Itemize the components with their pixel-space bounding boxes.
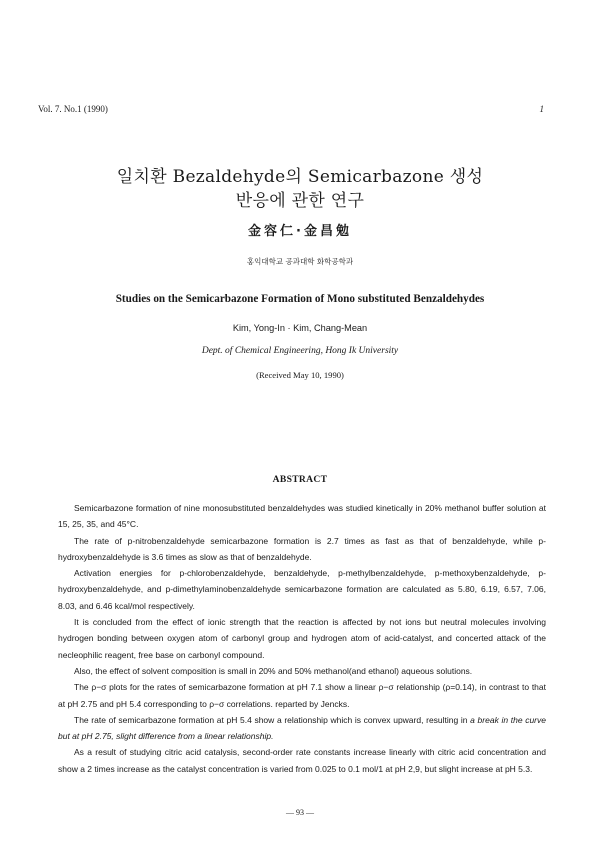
english-affiliation: Dept. of Chemical Engineering, Hong Ik University xyxy=(201,346,399,356)
abstract-paragraph-6: The ρ−σ plots for the rates of semicarbazone formation at pH 7.1 show a linear ρ−σ relationship (ρ=0.14), in contrast to that at pH 2.75 and pH 5.4 corresponding to ρ−σ correlations. reparted by Jencks. xyxy=(58,682,546,709)
abstract-paragraph-7-italic: a break in the curve but at pH 2.75, slight difference from a linear relationship. xyxy=(58,714,546,742)
abstract-paragraph-5: Also, the effect of solvent composition is small in 20% and 50% methanol(and ethanol) aqueous solutions. xyxy=(74,665,473,676)
abstract-paragraph-3: Activation energies for p-chlorobenzaldehyde, benzaldehyde, p-methylbenzaldehyde, p-methoxybenzaldehyde, p-hydroxybenzaldehyde, and p-dimethylaminobenzaldehyde semicarbazone formation are calculated as 5.80, 6.19, 6.57, 7.06, 8.03, and 6.46 kcal/mol respectively. xyxy=(58,568,546,611)
abstract-paragraph-8: As a result of studying citric acid catalysis, second-order rate constants increase linearly with citric acid concentration and show a 2 times increase as the catalyst concentration is varied from 0.025 to 0.1 mol/1 at pH 2,9, but slight increase at pH 5.3. xyxy=(58,747,546,774)
korean-title-line-2: 반응에 관한 연구 xyxy=(235,191,365,211)
english-authors: Kim, Yong-In · Kim, Chang-Mean xyxy=(232,323,368,333)
english-title: Studies on the Semicarbazone Formation of Mono substituted Benzaldehydes xyxy=(115,293,485,305)
volume-info: Vol. 7. No.1 (1990) xyxy=(38,104,108,114)
korean-authors: 金容仁·金昌勉 xyxy=(248,224,352,239)
page-number: 1 xyxy=(539,104,544,114)
korean-affiliation: 홍익대학교 공과대학 화학공학과 xyxy=(246,257,354,266)
korean-title-line-1: 일치환 Bezaldehyde의 Semicarbazone 생성 xyxy=(116,167,484,187)
abstract-paragraph-1: Semicarbazone formation of nine monosubstituted benzaldehydes was studied kinetically in 20% methanol buffer solution at 15, 25, 35, and 45°C. xyxy=(58,503,546,530)
received-date: (Received May 10, 1990) xyxy=(256,370,344,380)
abstract-paragraph-7 xyxy=(58,712,546,745)
abstract-body xyxy=(58,500,546,777)
abstract-paragraph-4: It is concluded from the effect of ionic strength that the reaction is affected by not ions but neutral molecules involving hydrogen bonding between oxygen atom of carbonyl group and hydrogen atom of acid-catalyst, and concerted attack of the necleophilic reagent, free base on carbonyl compound. xyxy=(58,617,546,660)
abstract-heading: ABSTRACT xyxy=(272,474,328,485)
abstract-paragraph-7-main: The rate of semicarbazone formation at pH 5.4 show a relationship which is convex upward, resulting in xyxy=(74,714,468,725)
abstract-paragraph-2: The rate of p-nitrobenzaldehyde semicarbazone formation is 2.7 times as fast as that of benzaldehyde, while p-hydroxybenzaldehyde is 3.6 times as slow as that of benzaldehyde. xyxy=(58,535,546,562)
footer-page-number: — 93 — xyxy=(286,808,314,817)
